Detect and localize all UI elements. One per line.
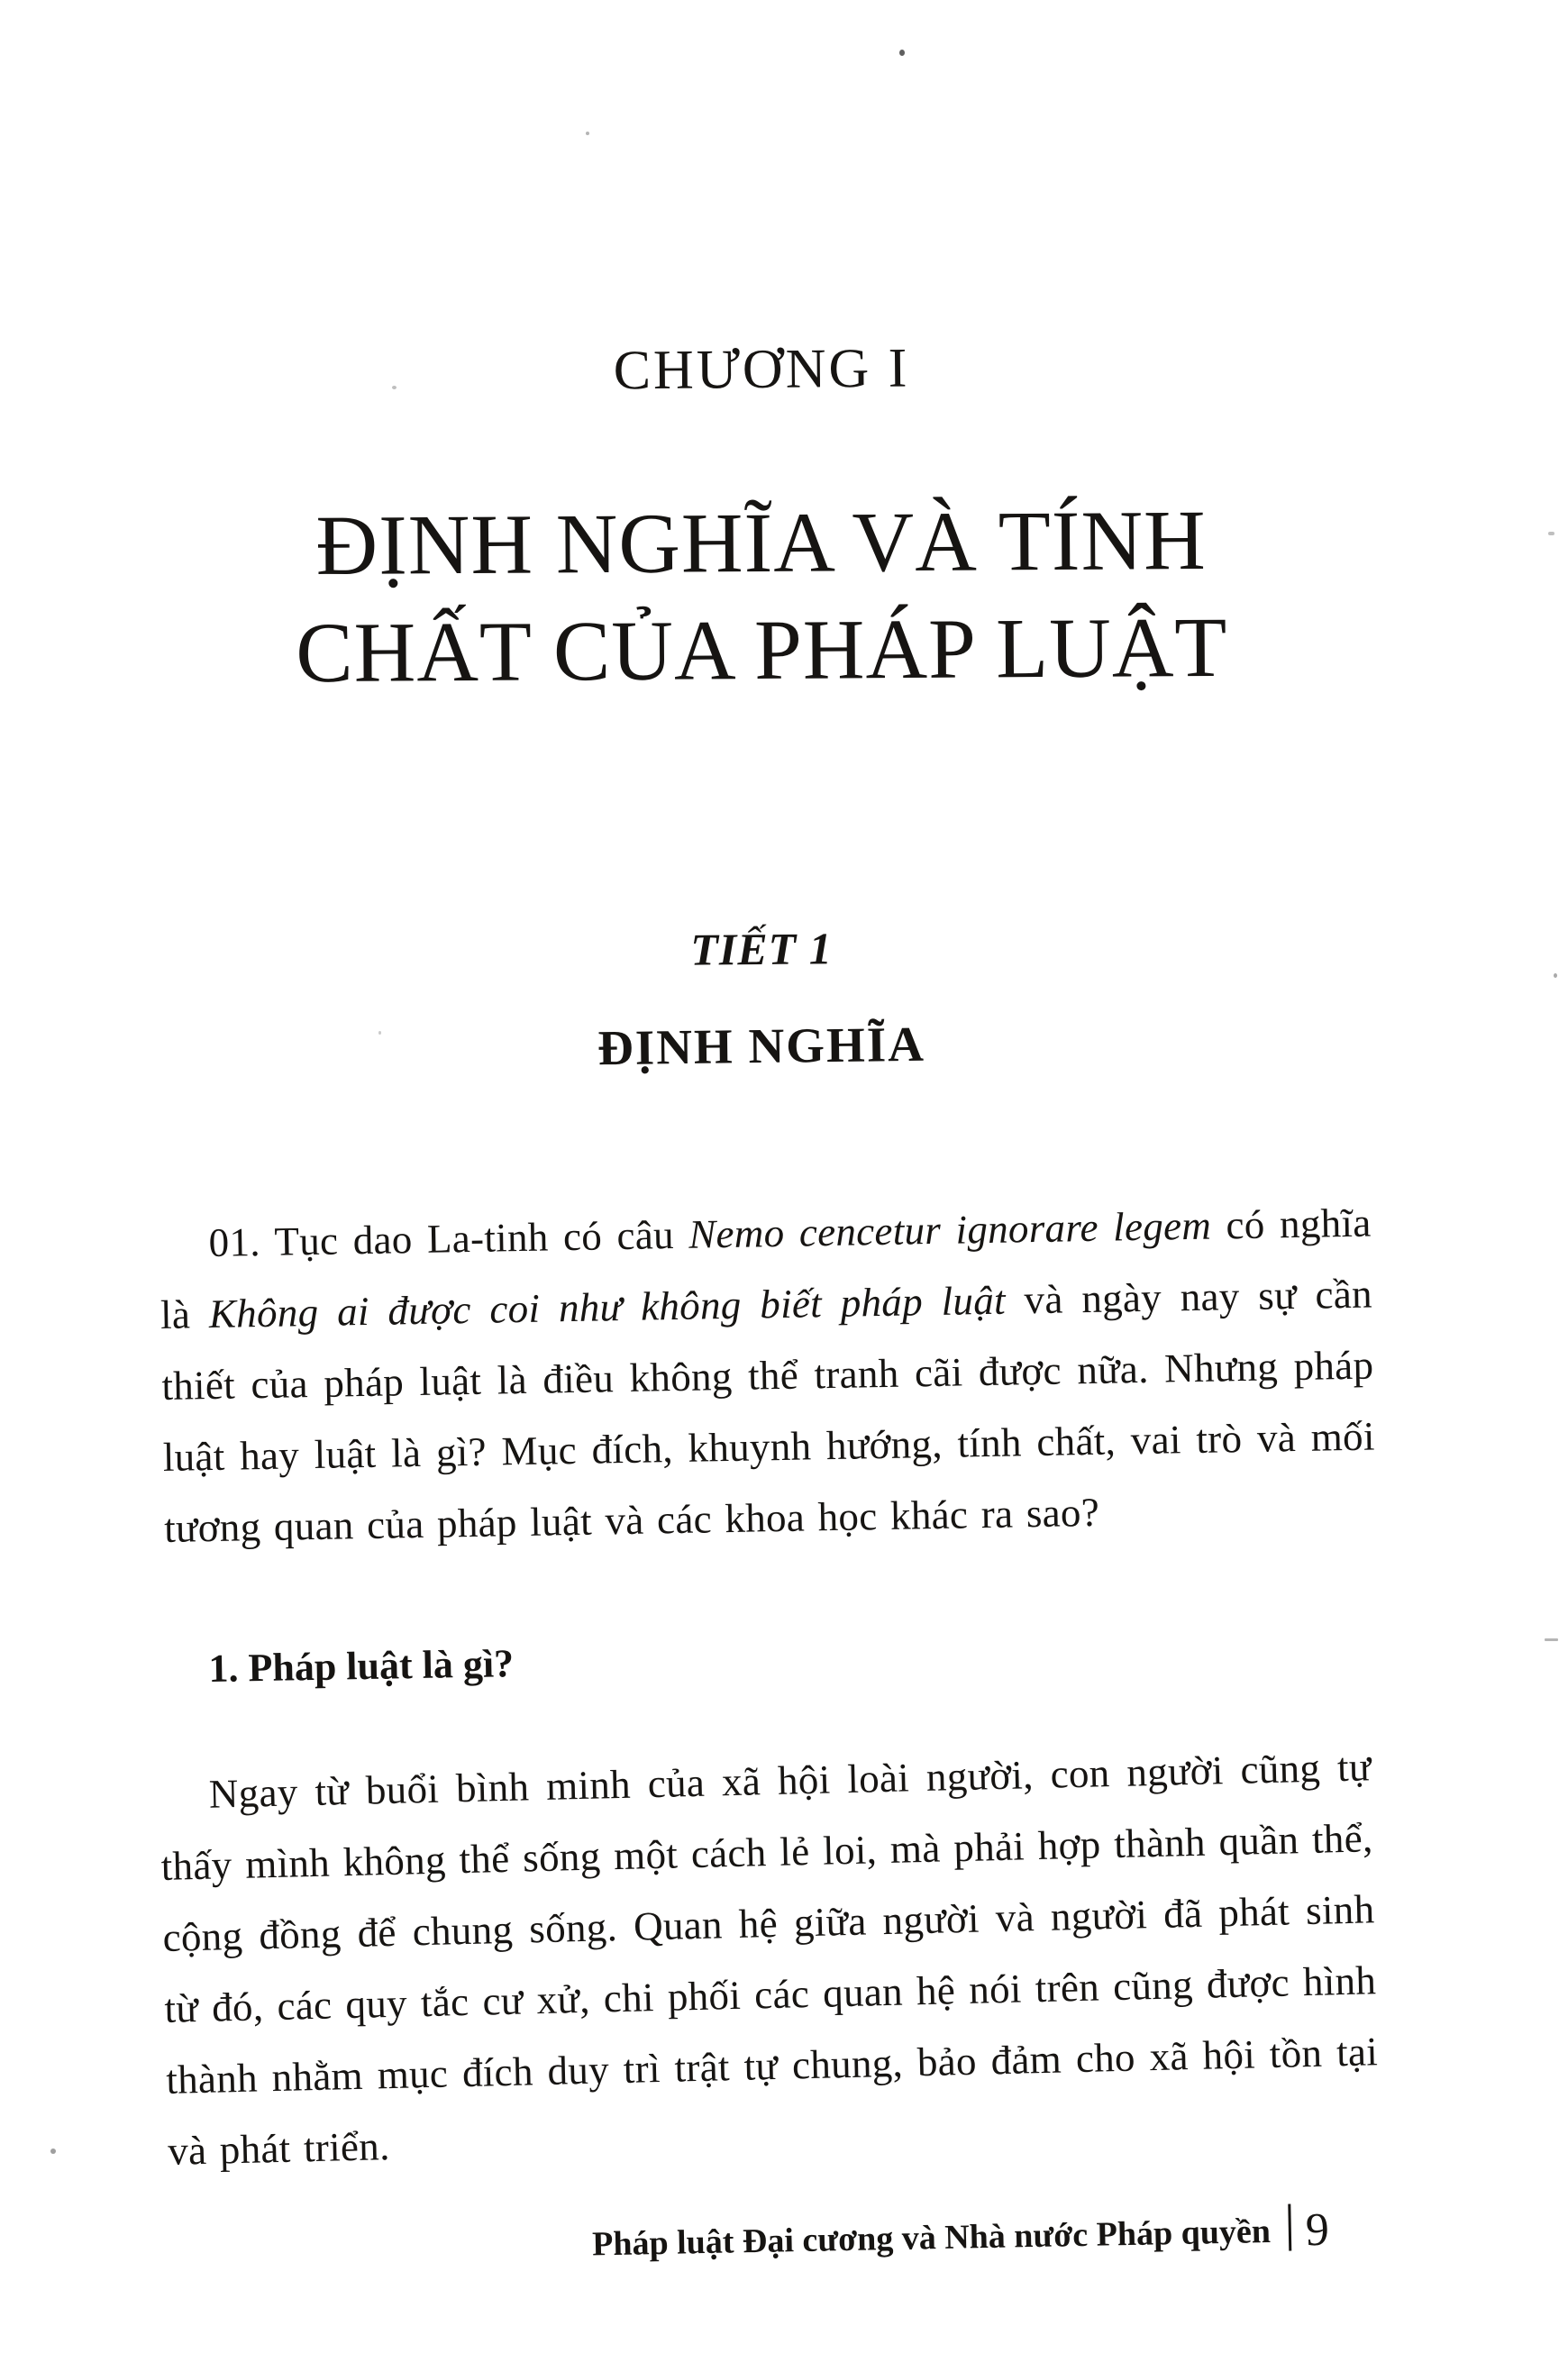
text-segment-italic: Nemo cencetur ignorare legem	[688, 1202, 1212, 1257]
chapter-title-line-2: CHẤT CỦA PHÁP LUẬT	[295, 598, 1228, 701]
scan-artifact-dot	[899, 50, 905, 56]
footer-running-title: Pháp luật Đại cương và Nhà nước Pháp quyền	[591, 2212, 1272, 2264]
text-segment-normal: có nghĩa là	[160, 1200, 1372, 1337]
section-heading: ĐỊNH NGHĨA	[597, 1016, 926, 1076]
scan-artifact-dot	[1554, 973, 1557, 978]
subheading-phap-luat-la-gi: 1. Pháp luật là gì?	[208, 1641, 515, 1692]
chapter-kicker: CHƯƠNG I	[613, 337, 910, 402]
scan-artifact-dash	[1545, 1638, 1558, 1641]
footer-separator-bar	[1288, 2204, 1291, 2251]
chapter-title	[134, 486, 1388, 707]
chapter-title-line-1: ĐỊNH NGHĨA VÀ TÍNH	[315, 491, 1208, 594]
section-label: TIẾT 1	[690, 923, 833, 975]
scan-artifact-dot	[586, 132, 589, 135]
paragraph-01	[159, 1188, 1377, 1565]
paragraph-02: Ngay từ buổi bình minh của xã hội loài người, con người cũng tự thấy mình không thể sống một cách lẻ loi, mà phải hợp thành quần thể, cộng đồng để chung sống. Quan hệ giữa người và người đã phát sinh từ đó, các quy tắc cư xử, chi phối các quan hệ nói trên cũng được hình thành nhằm mục đích duy trì trật tự chung, bảo đảm cho xã hội tồn tại và phát triển.	[160, 1744, 1379, 2174]
text-segment-normal: 01. Tục dao La-tinh có câu	[208, 1211, 689, 1266]
scan-artifact-dot	[378, 1031, 381, 1035]
scan-artifact-dot	[392, 386, 397, 389]
running-footer	[153, 2203, 1372, 2278]
text-segment-italic: Không ai được coi như không biết pháp luật	[208, 1277, 1007, 1337]
scan-artifact-dot	[1548, 532, 1554, 535]
footer-page-number: 9	[1305, 2203, 1330, 2257]
scan-artifact-dot	[50, 2148, 56, 2154]
text-segment-normal: và ngày nay sự cần thiết của pháp luật là điều không thể tranh cãi được nữa. Nhưng pháp luật hay luật là gì? Mục đích, khuynh hướng, tính chất, vai trò và mối tương quan của pháp luật và các khoa học khác ra sao?	[161, 1271, 1376, 1551]
